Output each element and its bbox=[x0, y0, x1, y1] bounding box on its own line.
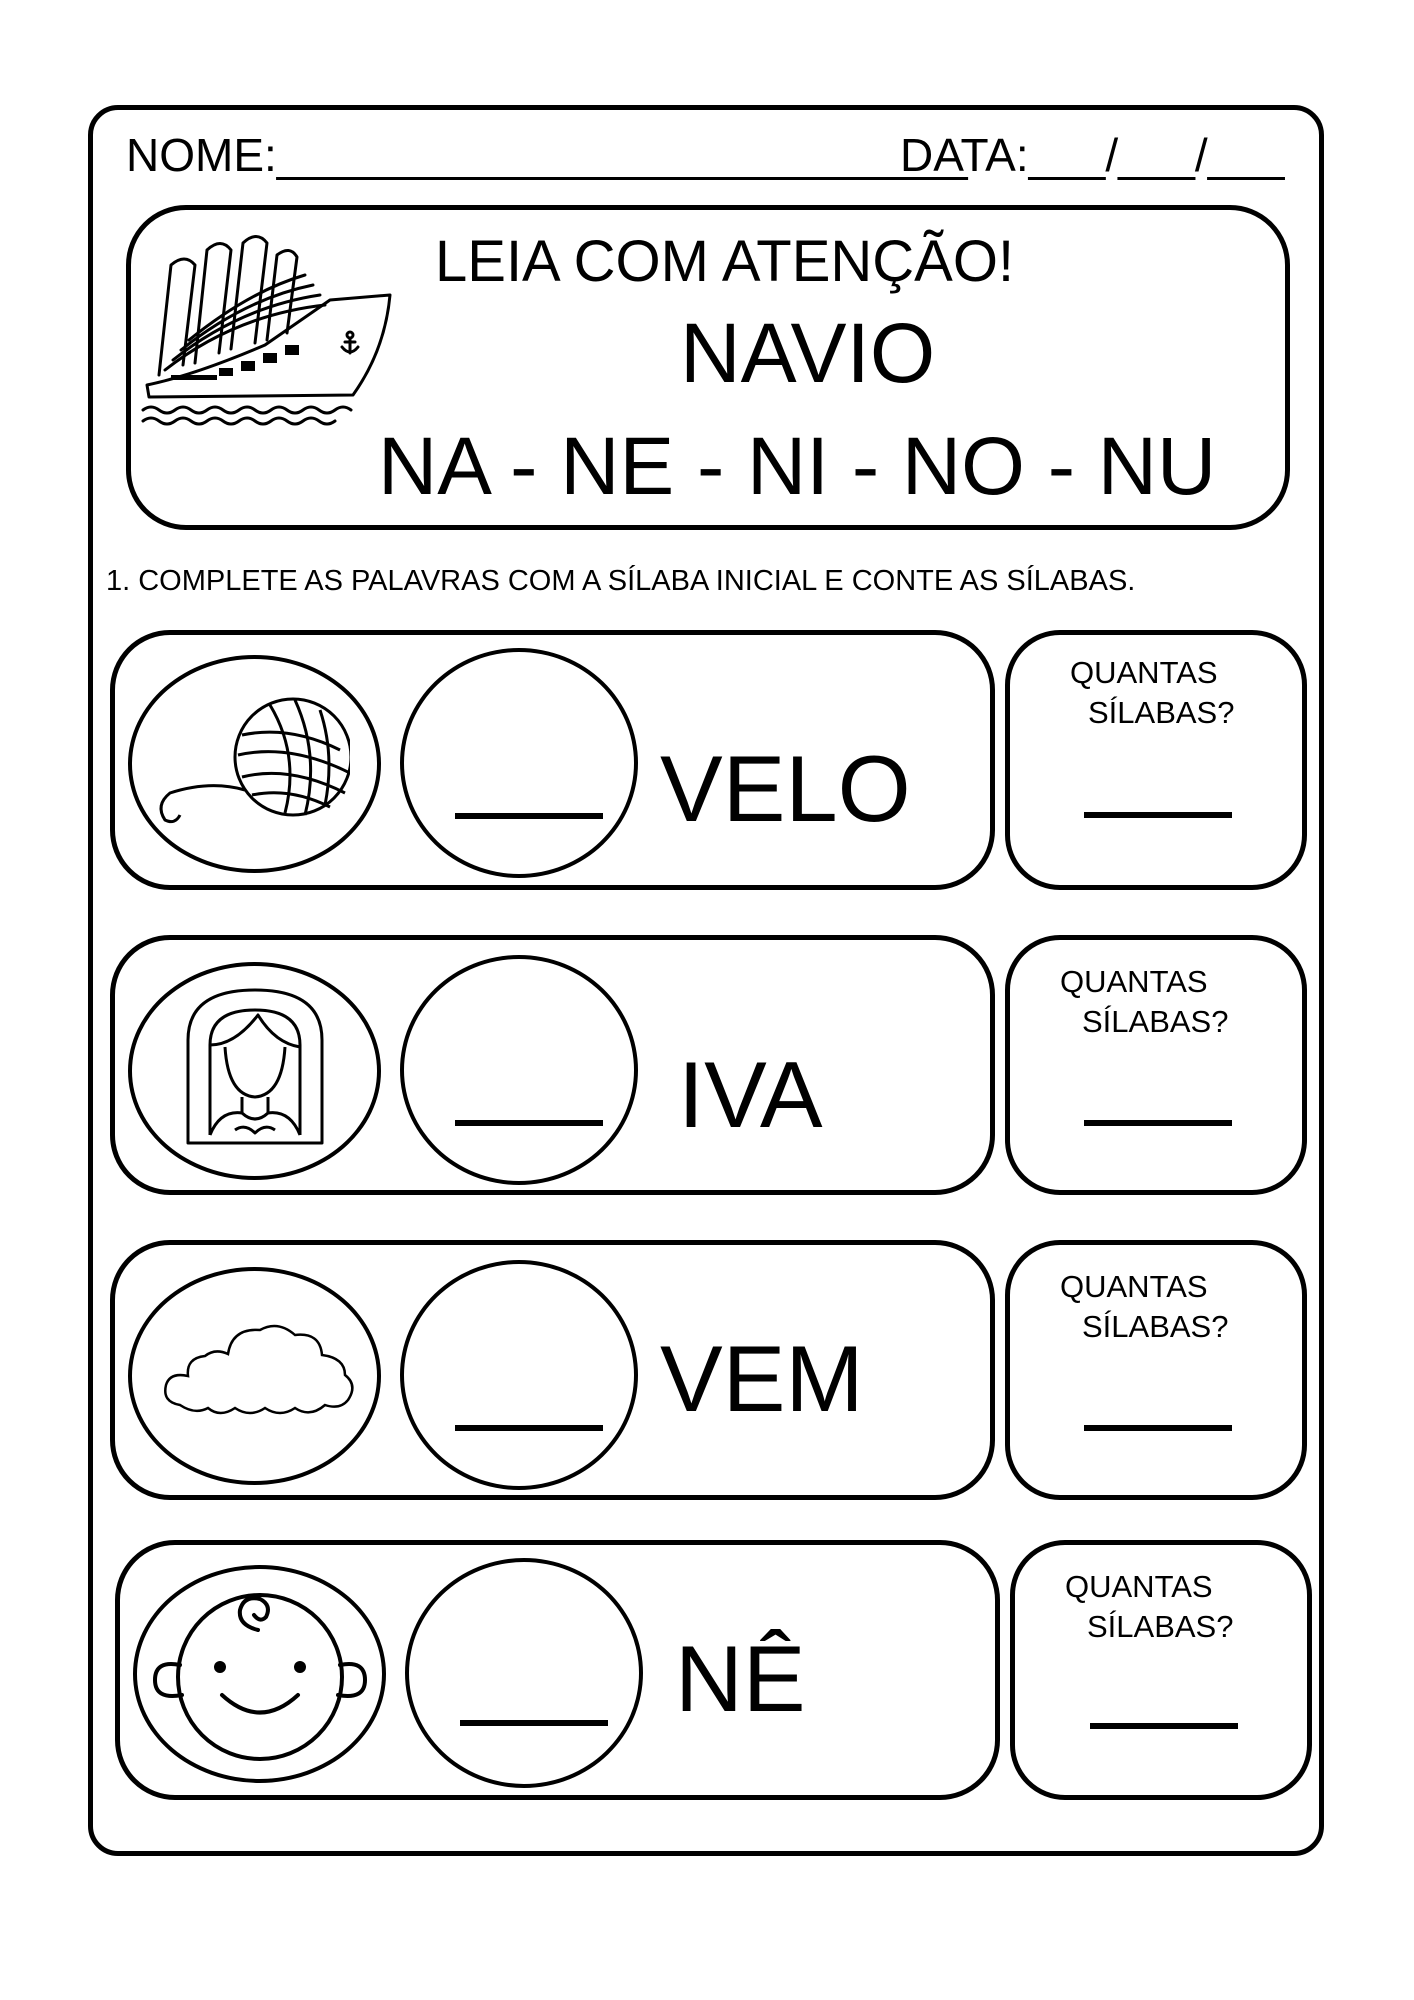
count-blank[interactable] bbox=[1084, 1425, 1232, 1431]
name-field[interactable]: NOME:___________________________ bbox=[126, 129, 968, 181]
answer-oval[interactable] bbox=[405, 1558, 643, 1788]
syllable-blank[interactable] bbox=[460, 1720, 608, 1726]
count-blank[interactable] bbox=[1084, 812, 1232, 818]
syllable-blank[interactable] bbox=[455, 1120, 603, 1126]
header-title: LEIA COM ATENÇÃO! bbox=[435, 229, 1015, 294]
count-blank[interactable] bbox=[1084, 1120, 1232, 1126]
word-ending: NÊ bbox=[675, 1626, 806, 1731]
syllable-family: NA - NE - NI - NO - NU bbox=[378, 421, 1217, 512]
word-ending: IVA bbox=[678, 1042, 823, 1147]
syllable-blank[interactable] bbox=[455, 813, 603, 819]
count-question: QUANTAS SÍLABAS? bbox=[1060, 964, 1229, 1040]
key-word: NAVIO bbox=[680, 306, 936, 400]
word-ending: VELO bbox=[660, 736, 911, 841]
count-blank[interactable] bbox=[1090, 1723, 1238, 1729]
cloud-icon bbox=[160, 1310, 360, 1420]
baby-face-icon bbox=[140, 1585, 380, 1765]
instruction-text: 1. COMPLETE AS PALAVRAS COM A SÍLABA INICIAL E CONTE AS SÍLABAS. bbox=[106, 565, 1136, 597]
date-field[interactable]: DATA:___/___/___ bbox=[900, 129, 1285, 181]
word-ending: VEM bbox=[660, 1326, 864, 1431]
answer-oval[interactable] bbox=[400, 955, 638, 1185]
answer-oval[interactable] bbox=[400, 648, 638, 878]
ship-icon bbox=[135, 225, 400, 435]
answer-oval[interactable] bbox=[400, 1260, 638, 1490]
yarn-ball-icon bbox=[150, 695, 350, 830]
count-question: QUANTAS SÍLABAS? bbox=[1060, 1269, 1229, 1345]
bride-icon bbox=[180, 985, 330, 1145]
syllable-blank[interactable] bbox=[455, 1425, 603, 1431]
count-question: QUANTAS SÍLABAS? bbox=[1070, 655, 1235, 731]
count-question: QUANTAS SÍLABAS? bbox=[1065, 1569, 1234, 1645]
